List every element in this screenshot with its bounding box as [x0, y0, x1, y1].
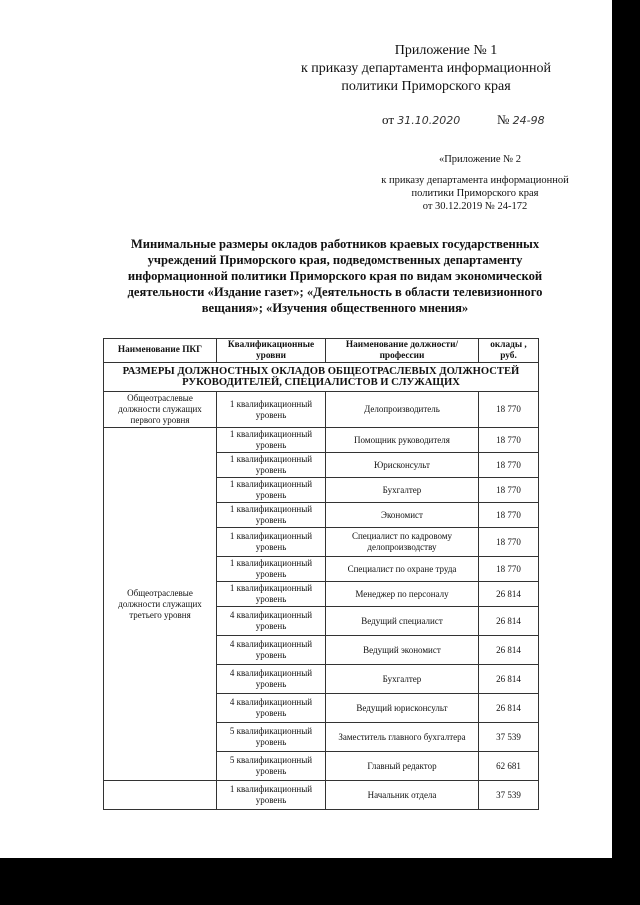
group-first-level: Общеотраслевые должности служащих первого уровня — [104, 392, 217, 428]
section-title: РАЗМЕРЫ ДОЛЖНОСТНЫХ ОКЛАДОВ ОБЩЕОТРАСЛЕВЫХ ДОЛЖНОСТЕЙ РУКОВОДИТЕЛЕЙ, СПЕЦИАЛИСТОВ И СЛУЖАЩИХ — [104, 363, 539, 392]
appendix-2-dept-line: политики Приморского края — [411, 188, 539, 199]
level-cell: 4 квалификационный уровень — [217, 665, 326, 694]
salary-cell: 37 539 — [479, 723, 539, 752]
salary-cell: 18 770 — [479, 453, 539, 478]
position-cell: Менеджер по персоналу — [326, 582, 479, 607]
level-cell: 1 квалификационный уровень — [217, 781, 326, 810]
position-cell: Экономист — [326, 503, 479, 528]
salary-table — [103, 338, 539, 810]
group-empty-cell — [104, 781, 217, 810]
position-cell: Ведущий юрисконсульт — [326, 694, 479, 723]
salary-cell: 37 539 — [479, 781, 539, 810]
position-cell: Специалист по кадровому делопроизводству — [326, 528, 479, 557]
position-cell: Бухгалтер — [326, 478, 479, 503]
salary-cell: 62 681 — [479, 752, 539, 781]
salary-cell: 18 770 — [479, 557, 539, 582]
table-row — [104, 781, 539, 810]
salary-cell: 26 814 — [479, 694, 539, 723]
salary-cell: 18 770 — [479, 392, 539, 428]
level-cell: 5 квалификационный уровень — [217, 723, 326, 752]
position-cell: Юрисконсульт — [326, 453, 479, 478]
appendix-1-header — [276, 42, 576, 96]
position-cell: Начальник отдела — [326, 781, 479, 810]
table-row — [104, 392, 539, 428]
header-pkg: Наименование ПКГ — [104, 339, 217, 363]
level-cell: 1 квалификационный уровень — [217, 478, 326, 503]
salary-cell: 18 770 — [479, 428, 539, 453]
level-cell: 4 квалификационный уровень — [217, 694, 326, 723]
appendix-1-title: Приложение № 1 — [394, 43, 498, 58]
salary-cell: 26 814 — [479, 636, 539, 665]
salary-cell: 18 770 — [479, 503, 539, 528]
level-cell: 1 квалификационный уровень — [217, 453, 326, 478]
appendix-1-order-line: к приказу департамента информационной — [300, 61, 552, 76]
position-cell: Ведущий специалист — [326, 607, 479, 636]
position-cell: Делопроизводитель — [326, 392, 479, 428]
position-cell: Главный редактор — [326, 752, 479, 781]
level-cell: 1 квалификационный уровень — [217, 428, 326, 453]
order-number-label: № — [497, 112, 510, 127]
salary-cell: 26 814 — [479, 582, 539, 607]
header-levels: Квалификационные уровни — [217, 339, 326, 363]
group-third-level: Общеотраслевые должности служащих третьего уровня — [104, 428, 217, 781]
order-date-line — [382, 112, 460, 128]
section-row — [104, 363, 539, 392]
order-number-handwritten: 24-98 — [512, 114, 545, 127]
position-cell: Специалист по охране труда — [326, 557, 479, 582]
position-cell: Ведущий экономист — [326, 636, 479, 665]
level-cell: 4 квалификационный уровень — [217, 607, 326, 636]
position-cell: Бухгалтер — [326, 665, 479, 694]
level-cell: 5 квалификационный уровень — [217, 752, 326, 781]
order-number-line — [497, 112, 545, 128]
salary-cell: 26 814 — [479, 665, 539, 694]
salary-cell: 18 770 — [479, 528, 539, 557]
level-cell: 1 квалификационный уровень — [217, 392, 326, 428]
appendix-2-date-number: от 30.12.2019 № 24-172 — [422, 201, 528, 212]
order-date-handwritten: 31.10.2020 — [397, 114, 461, 127]
level-cell: 1 квалификационный уровень — [217, 503, 326, 528]
appendix-1-dept-line: политики Приморского края — [341, 79, 511, 94]
position-cell: Заместитель главного бухгалтера — [326, 723, 479, 752]
appendix-2-title: «Приложение № 2 — [438, 154, 522, 165]
table-row — [104, 428, 539, 453]
order-date-label: от — [382, 112, 395, 127]
level-cell: 1 квалификационный уровень — [217, 528, 326, 557]
level-cell: 4 квалификационный уровень — [217, 636, 326, 665]
level-cell: 1 квалификационный уровень — [217, 557, 326, 582]
table-header-row — [104, 339, 539, 363]
appendix-2-header — [360, 153, 590, 213]
header-position: Наименование должности/профессии — [326, 339, 479, 363]
scan-right-edge — [612, 0, 640, 905]
salary-cell: 26 814 — [479, 607, 539, 636]
position-cell: Помощник руководителя — [326, 428, 479, 453]
level-cell: 1 квалификационный уровень — [217, 582, 326, 607]
document-title: Минимальные размеры окладов работников краевых государственных учреждений Приморского края, подведомственных департаменту информационной политики Приморского края по видам экономической деятельности «Издание газет»; «Деятельность в области телевизионного вещания»; «Изучения общественного мнения» — [127, 237, 543, 315]
appendix-2-order-line: к приказу департамента информационной — [381, 175, 569, 186]
salary-cell: 18 770 — [479, 478, 539, 503]
header-salary: оклады , руб. — [479, 339, 539, 363]
scan-bottom-bar — [0, 858, 640, 905]
